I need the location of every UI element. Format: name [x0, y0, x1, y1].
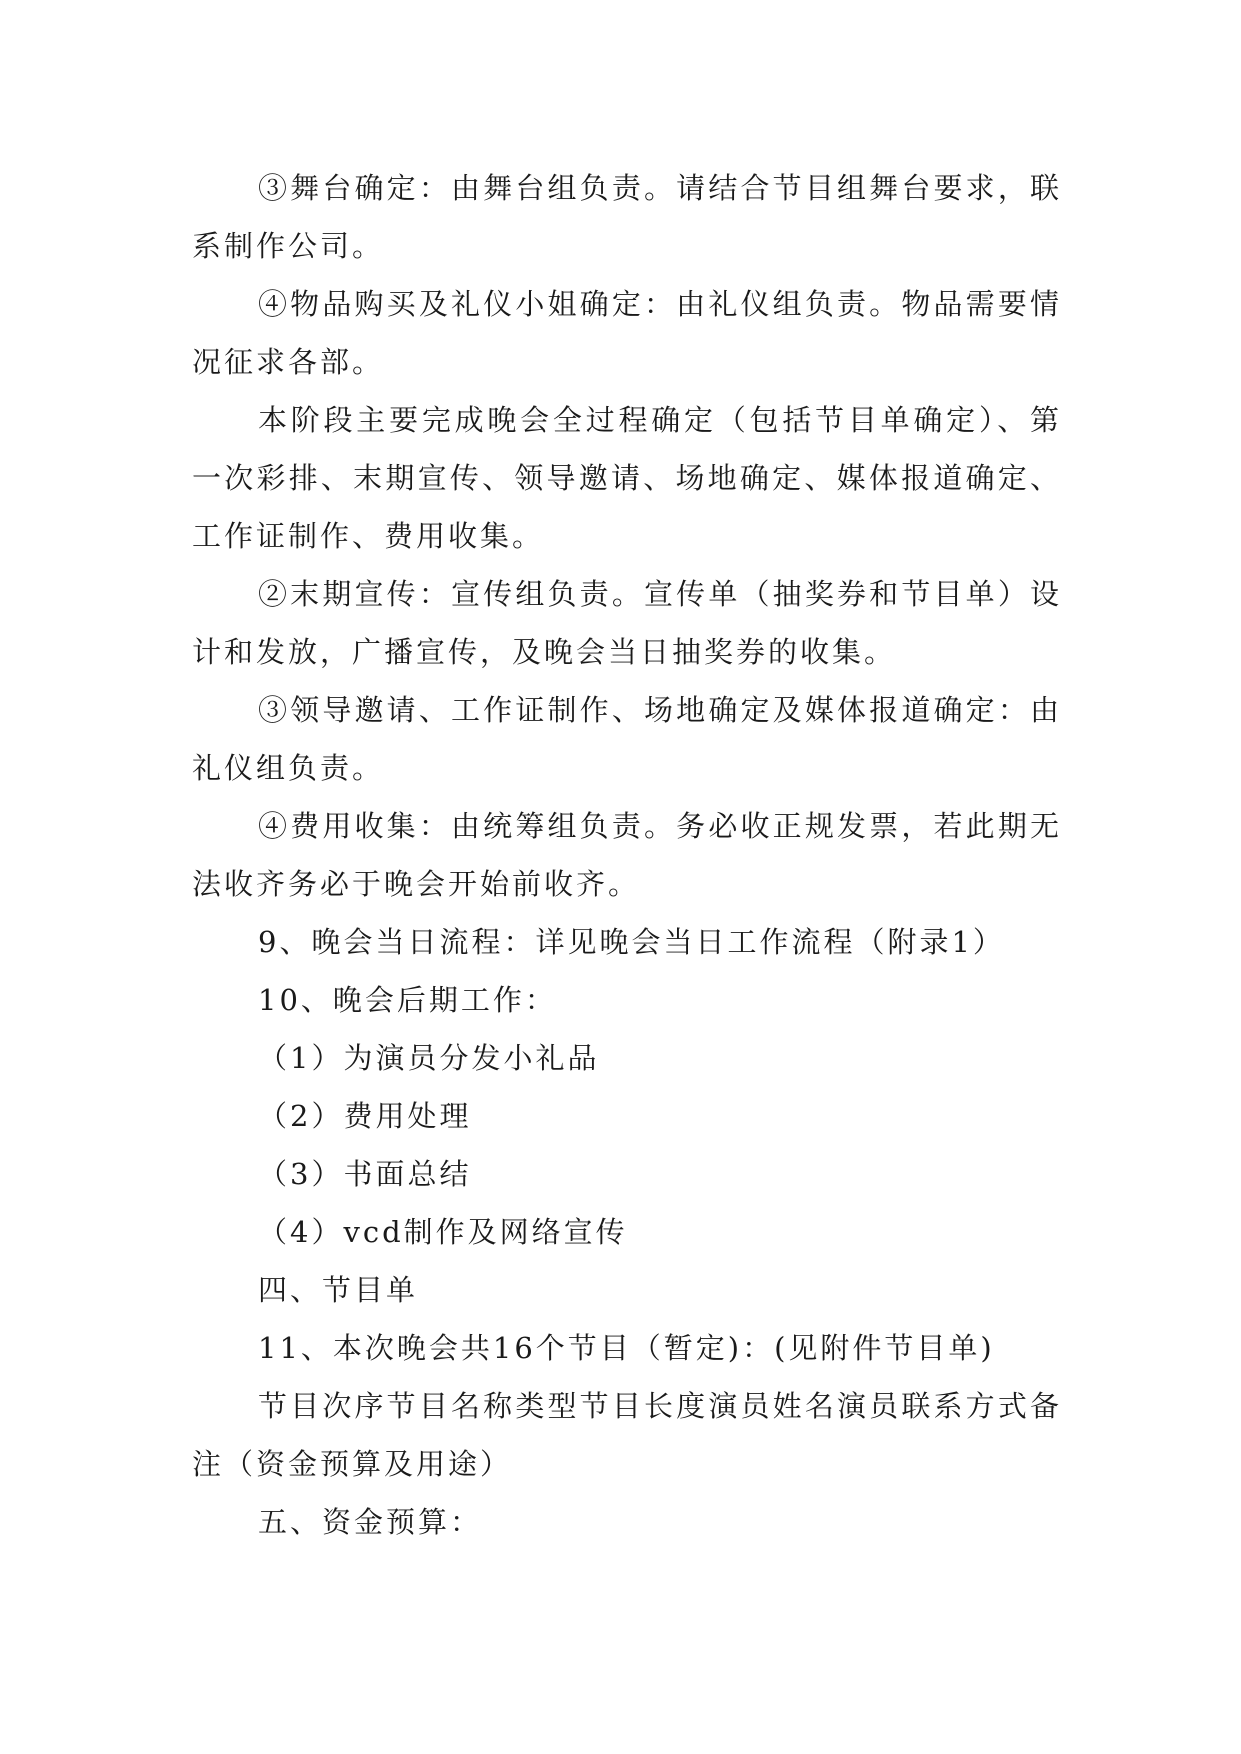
paragraph-leader-invitation: ③领导邀请、工作证制作、场地确定及媒体报道确定：由礼仪组负责。: [192, 693, 1062, 785]
paragraph-day-process: 9、晚会当日流程：详见晚会当日工作流程（附录1）: [258, 925, 1005, 959]
section-heading-budget: 五、资金预算：: [258, 1505, 483, 1539]
paragraph-post-work-heading: 10、晚会后期工作：: [258, 983, 557, 1017]
paragraph-fee-collection: ④费用收集：由统筹组负责。务必收正规发票，若此期无法收齐务必于晚会开始前收齐。: [192, 809, 1062, 901]
paragraph-final-publicity: ②末期宣传：宣传组负责。宣传单（抽奖券和节目单）设计和发放，广播宣传，及晚会当日抽奖券的收集。: [192, 577, 1062, 669]
list-item-fees: （2）费用处理: [258, 1099, 472, 1133]
paragraph-program-count: 11、本次晚会共16个节目（暂定)：(见附件节目单): [258, 1331, 995, 1365]
list-item-vcd: （4）vcd制作及网络宣传: [258, 1215, 628, 1249]
list-item-gifts: （1）为演员分发小礼品: [258, 1041, 600, 1075]
list-item-summary: （3）书面总结: [258, 1157, 472, 1191]
paragraph-item-purchase: ④物品购买及礼仪小姐确定：由礼仪组负责。物品需要情况征求各部。: [192, 287, 1062, 379]
paragraph-program-columns: 节目次序节目名称类型节目长度演员姓名演员联系方式备注（资金预算及用途）: [192, 1389, 1062, 1481]
paragraph-stage-confirmation: ③舞台确定：由舞台组负责。请结合节目组舞台要求，联系制作公司。: [192, 171, 1062, 263]
paragraph-stage-summary: 本阶段主要完成晚会全过程确定（包括节目单确定）、第一次彩排、末期宣传、领导邀请、场地确定、媒体报道确定、工作证制作、费用收集。: [192, 403, 1062, 553]
document-body: [192, 159, 1062, 1551]
section-heading-program: 四、节目单: [258, 1273, 419, 1307]
